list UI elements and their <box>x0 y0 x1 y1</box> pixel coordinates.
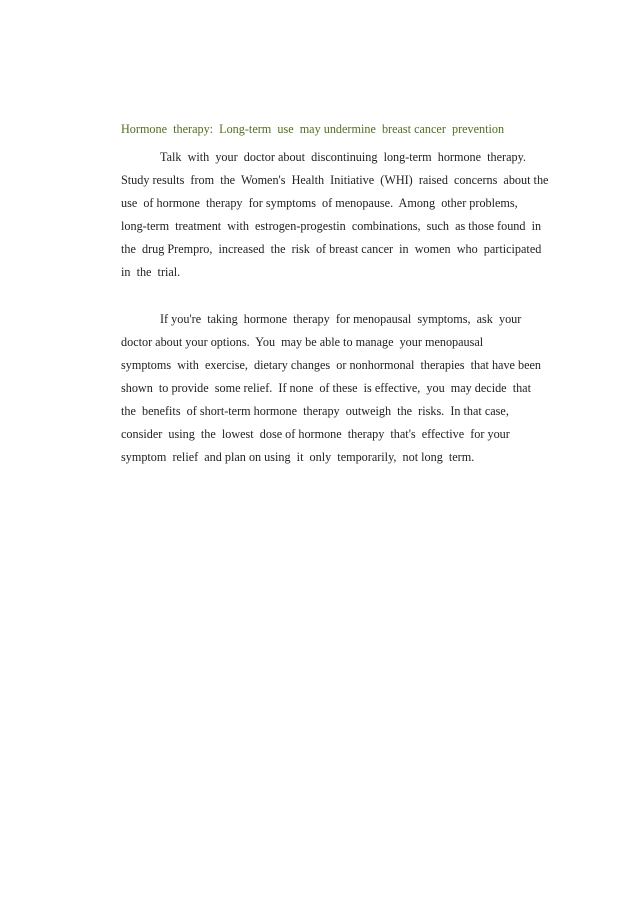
paragraph-line: the drug Prempro, increased the risk of breast cancer in women who participated <box>121 242 542 256</box>
paragraph-line: shown to provide some relief. If none of these is effective, you may decide that <box>121 381 531 395</box>
paragraph-menopausal-options <box>121 311 541 472</box>
paragraph-line: Study results from the Women's Health Initiative (WHI) raised concerns about the <box>121 173 549 187</box>
paragraph-line: the benefits of short-term hormone therapy outweigh the risks. In that case, <box>121 404 509 418</box>
paragraph-line: consider using the lowest dose of hormone therapy that's effective for your <box>121 427 510 441</box>
paragraph-line: doctor about your options. You may be able to manage your menopausal <box>121 335 484 349</box>
paragraph-line: long-term treatment with estrogen-progestin combinations, such as those found in <box>121 219 542 233</box>
paragraph-line: use of hormone therapy for symptoms of menopause. Among other problems, <box>121 196 518 210</box>
paragraph-line: Talk with your doctor about discontinuing long-term hormone therapy. <box>160 150 526 164</box>
paragraph-discontinuing-therapy <box>121 149 548 287</box>
document-heading: Hormone therapy: Long-term use may undermine breast cancer prevention <box>121 122 505 136</box>
paragraph-line: in the trial. <box>121 265 181 279</box>
paragraph-line: If you're taking hormone therapy for menopausal symptoms, ask your <box>160 312 522 326</box>
paragraph-line: symptom relief and plan on using it only temporarily, not long term. <box>121 450 475 464</box>
paragraph-line: symptoms with exercise, dietary changes or nonhormonal therapies that have been <box>121 358 542 372</box>
